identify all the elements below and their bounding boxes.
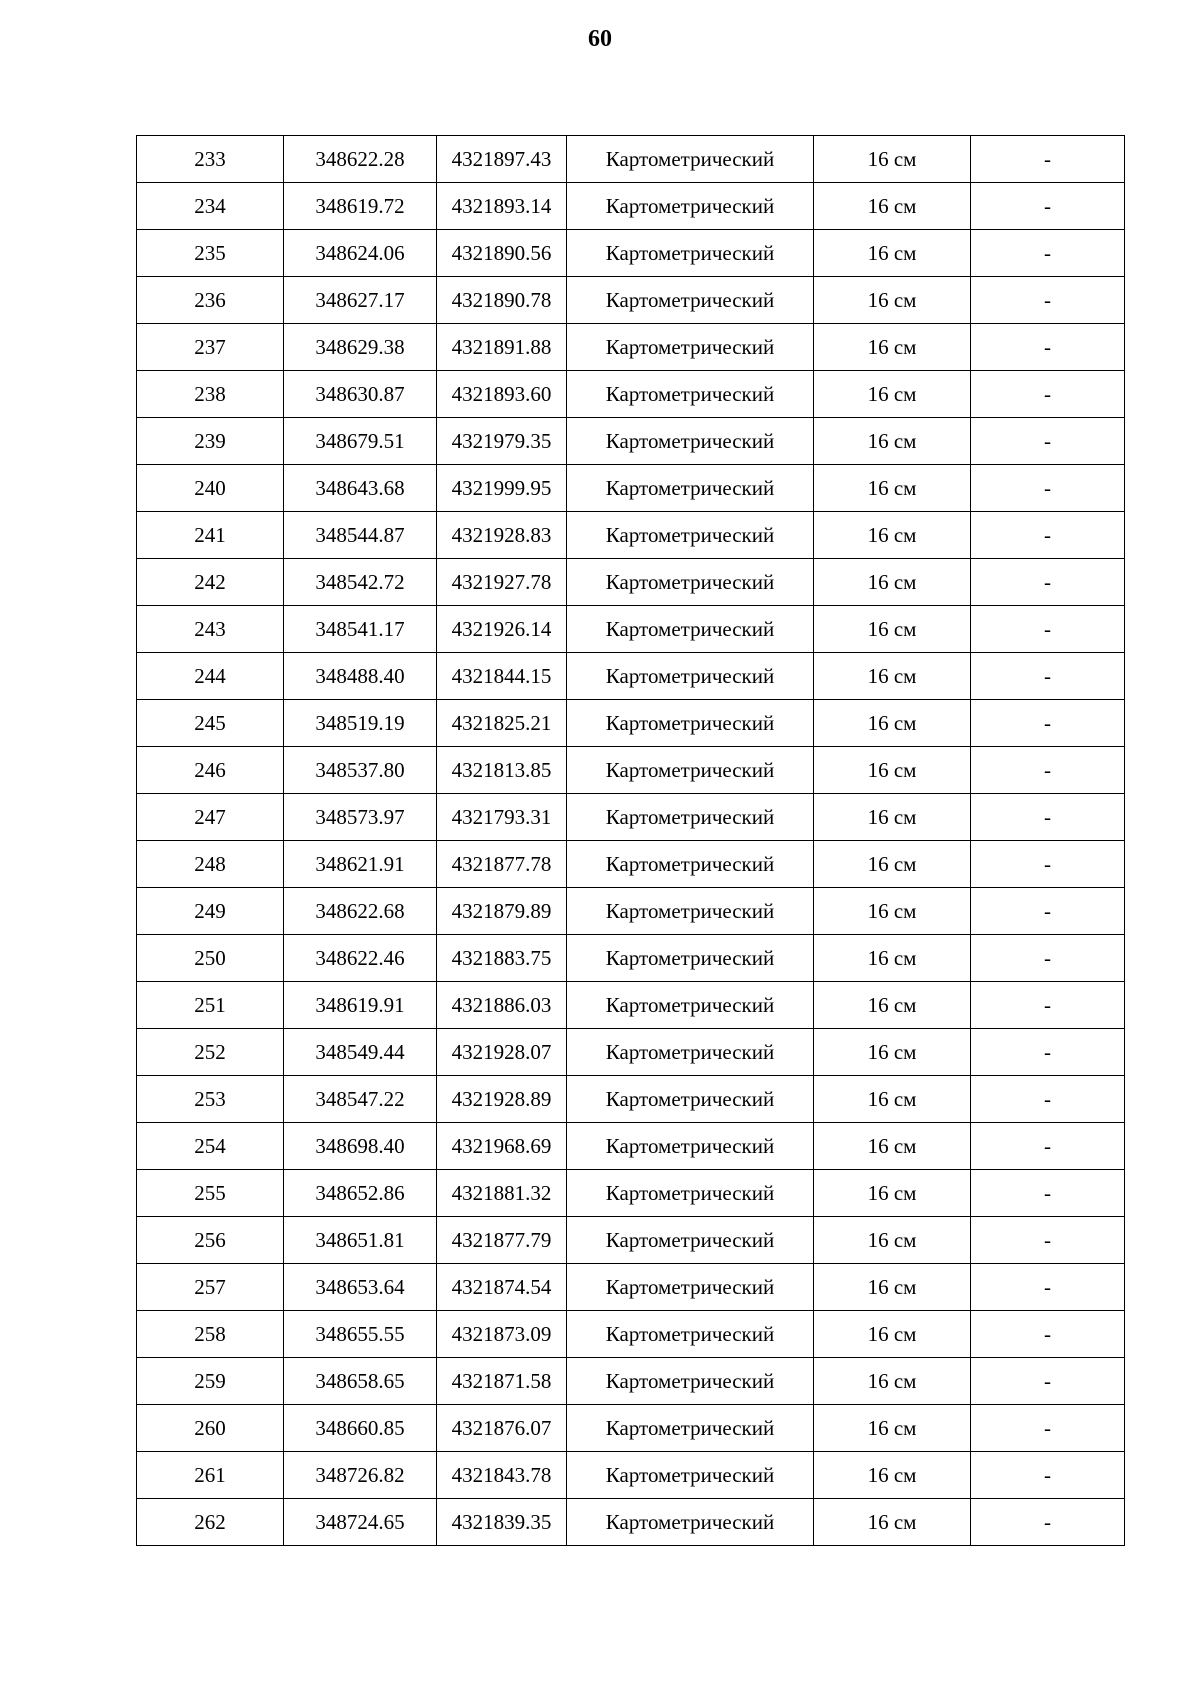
accuracy-cell: 16 см bbox=[814, 324, 971, 371]
point-number-cell: 241 bbox=[137, 512, 284, 559]
accuracy-cell: 16 см bbox=[814, 982, 971, 1029]
x-coordinate-cell: 348549.44 bbox=[284, 1029, 437, 1076]
point-number-cell: 233 bbox=[137, 136, 284, 183]
x-coordinate-cell: 348653.64 bbox=[284, 1264, 437, 1311]
method-cell: Картометрический bbox=[567, 653, 814, 700]
note-cell: - bbox=[971, 230, 1125, 277]
accuracy-cell: 16 см bbox=[814, 559, 971, 606]
y-coordinate-cell: 4321893.14 bbox=[437, 183, 567, 230]
note-cell: - bbox=[971, 606, 1125, 653]
note-cell: - bbox=[971, 982, 1125, 1029]
method-cell: Картометрический bbox=[567, 1499, 814, 1546]
table-row bbox=[137, 1217, 1125, 1264]
accuracy-cell: 16 см bbox=[814, 136, 971, 183]
y-coordinate-cell: 4321876.07 bbox=[437, 1405, 567, 1452]
point-number-cell: 235 bbox=[137, 230, 284, 277]
point-number-cell: 243 bbox=[137, 606, 284, 653]
accuracy-cell: 16 см bbox=[814, 277, 971, 324]
table-row bbox=[137, 465, 1125, 512]
point-number-cell: 254 bbox=[137, 1123, 284, 1170]
y-coordinate-cell: 4321877.78 bbox=[437, 841, 567, 888]
accuracy-cell: 16 см bbox=[814, 1452, 971, 1499]
y-coordinate-cell: 4321825.21 bbox=[437, 700, 567, 747]
accuracy-cell: 16 см bbox=[814, 935, 971, 982]
table-row bbox=[137, 1358, 1125, 1405]
accuracy-cell: 16 см bbox=[814, 747, 971, 794]
method-cell: Картометрический bbox=[567, 1264, 814, 1311]
accuracy-cell: 16 см bbox=[814, 512, 971, 559]
point-number-cell: 252 bbox=[137, 1029, 284, 1076]
accuracy-cell: 16 см bbox=[814, 230, 971, 277]
x-coordinate-cell: 348698.40 bbox=[284, 1123, 437, 1170]
method-cell: Картометрический bbox=[567, 418, 814, 465]
table-row bbox=[137, 1405, 1125, 1452]
note-cell: - bbox=[971, 371, 1125, 418]
x-coordinate-cell: 348542.72 bbox=[284, 559, 437, 606]
point-number-cell: 257 bbox=[137, 1264, 284, 1311]
point-number-cell: 238 bbox=[137, 371, 284, 418]
note-cell: - bbox=[971, 841, 1125, 888]
point-number-cell: 255 bbox=[137, 1170, 284, 1217]
y-coordinate-cell: 4321927.78 bbox=[437, 559, 567, 606]
note-cell: - bbox=[971, 1264, 1125, 1311]
point-number-cell: 247 bbox=[137, 794, 284, 841]
x-coordinate-cell: 348621.91 bbox=[284, 841, 437, 888]
y-coordinate-cell: 4321897.43 bbox=[437, 136, 567, 183]
x-coordinate-cell: 348655.55 bbox=[284, 1311, 437, 1358]
point-number-cell: 250 bbox=[137, 935, 284, 982]
method-cell: Картометрический bbox=[567, 606, 814, 653]
method-cell: Картометрический bbox=[567, 747, 814, 794]
x-coordinate-cell: 348619.91 bbox=[284, 982, 437, 1029]
y-coordinate-cell: 4321813.85 bbox=[437, 747, 567, 794]
x-coordinate-cell: 348488.40 bbox=[284, 653, 437, 700]
table-row bbox=[137, 1076, 1125, 1123]
note-cell: - bbox=[971, 935, 1125, 982]
method-cell: Картометрический bbox=[567, 1029, 814, 1076]
note-cell: - bbox=[971, 559, 1125, 606]
x-coordinate-cell: 348619.72 bbox=[284, 183, 437, 230]
y-coordinate-cell: 4321979.35 bbox=[437, 418, 567, 465]
accuracy-cell: 16 см bbox=[814, 1029, 971, 1076]
note-cell: - bbox=[971, 1029, 1125, 1076]
accuracy-cell: 16 см bbox=[814, 1499, 971, 1546]
x-coordinate-cell: 348726.82 bbox=[284, 1452, 437, 1499]
x-coordinate-cell: 348679.51 bbox=[284, 418, 437, 465]
accuracy-cell: 16 см bbox=[814, 1264, 971, 1311]
note-cell: - bbox=[971, 1405, 1125, 1452]
point-number-cell: 258 bbox=[137, 1311, 284, 1358]
table-row bbox=[137, 747, 1125, 794]
y-coordinate-cell: 4321999.95 bbox=[437, 465, 567, 512]
point-number-cell: 237 bbox=[137, 324, 284, 371]
x-coordinate-cell: 348643.68 bbox=[284, 465, 437, 512]
y-coordinate-cell: 4321926.14 bbox=[437, 606, 567, 653]
accuracy-cell: 16 см bbox=[814, 371, 971, 418]
accuracy-cell: 16 см bbox=[814, 888, 971, 935]
note-cell: - bbox=[971, 888, 1125, 935]
x-coordinate-cell: 348541.17 bbox=[284, 606, 437, 653]
accuracy-cell: 16 см bbox=[814, 794, 971, 841]
accuracy-cell: 16 см bbox=[814, 1170, 971, 1217]
y-coordinate-cell: 4321968.69 bbox=[437, 1123, 567, 1170]
note-cell: - bbox=[971, 1311, 1125, 1358]
accuracy-cell: 16 см bbox=[814, 1358, 971, 1405]
y-coordinate-cell: 4321890.56 bbox=[437, 230, 567, 277]
table-row bbox=[137, 1311, 1125, 1358]
x-coordinate-cell: 348624.06 bbox=[284, 230, 437, 277]
x-coordinate-cell: 348622.46 bbox=[284, 935, 437, 982]
method-cell: Картометрический bbox=[567, 841, 814, 888]
table-row bbox=[137, 653, 1125, 700]
accuracy-cell: 16 см bbox=[814, 465, 971, 512]
note-cell: - bbox=[971, 277, 1125, 324]
point-number-cell: 246 bbox=[137, 747, 284, 794]
x-coordinate-cell: 348627.17 bbox=[284, 277, 437, 324]
x-coordinate-cell: 348537.80 bbox=[284, 747, 437, 794]
note-cell: - bbox=[971, 747, 1125, 794]
table-row bbox=[137, 230, 1125, 277]
accuracy-cell: 16 см bbox=[814, 1076, 971, 1123]
accuracy-cell: 16 см bbox=[814, 700, 971, 747]
table-row bbox=[137, 1264, 1125, 1311]
x-coordinate-cell: 348724.65 bbox=[284, 1499, 437, 1546]
point-number-cell: 234 bbox=[137, 183, 284, 230]
note-cell: - bbox=[971, 1499, 1125, 1546]
note-cell: - bbox=[971, 1170, 1125, 1217]
point-number-cell: 249 bbox=[137, 888, 284, 935]
point-number-cell: 244 bbox=[137, 653, 284, 700]
point-number-cell: 256 bbox=[137, 1217, 284, 1264]
y-coordinate-cell: 4321886.03 bbox=[437, 982, 567, 1029]
note-cell: - bbox=[971, 1123, 1125, 1170]
accuracy-cell: 16 см bbox=[814, 1405, 971, 1452]
y-coordinate-cell: 4321873.09 bbox=[437, 1311, 567, 1358]
method-cell: Картометрический bbox=[567, 1076, 814, 1123]
table-row bbox=[137, 1029, 1125, 1076]
method-cell: Картометрический bbox=[567, 277, 814, 324]
table-row bbox=[137, 841, 1125, 888]
method-cell: Картометрический bbox=[567, 465, 814, 512]
accuracy-cell: 16 см bbox=[814, 841, 971, 888]
y-coordinate-cell: 4321881.32 bbox=[437, 1170, 567, 1217]
x-coordinate-cell: 348622.28 bbox=[284, 136, 437, 183]
table-row bbox=[137, 1499, 1125, 1546]
note-cell: - bbox=[971, 794, 1125, 841]
x-coordinate-cell: 348652.86 bbox=[284, 1170, 437, 1217]
method-cell: Картометрический bbox=[567, 888, 814, 935]
note-cell: - bbox=[971, 653, 1125, 700]
table-row bbox=[137, 136, 1125, 183]
note-cell: - bbox=[971, 1452, 1125, 1499]
point-number-cell: 262 bbox=[137, 1499, 284, 1546]
table-row bbox=[137, 794, 1125, 841]
table-row bbox=[137, 277, 1125, 324]
point-number-cell: 248 bbox=[137, 841, 284, 888]
method-cell: Картометрический bbox=[567, 183, 814, 230]
table-row bbox=[137, 888, 1125, 935]
x-coordinate-cell: 348630.87 bbox=[284, 371, 437, 418]
point-number-cell: 242 bbox=[137, 559, 284, 606]
method-cell: Картометрический bbox=[567, 1170, 814, 1217]
y-coordinate-cell: 4321928.83 bbox=[437, 512, 567, 559]
point-number-cell: 253 bbox=[137, 1076, 284, 1123]
method-cell: Картометрический bbox=[567, 935, 814, 982]
method-cell: Картометрический bbox=[567, 794, 814, 841]
method-cell: Картометрический bbox=[567, 559, 814, 606]
note-cell: - bbox=[971, 183, 1125, 230]
note-cell: - bbox=[971, 512, 1125, 559]
note-cell: - bbox=[971, 700, 1125, 747]
method-cell: Картометрический bbox=[567, 371, 814, 418]
method-cell: Картометрический bbox=[567, 1311, 814, 1358]
x-coordinate-cell: 348629.38 bbox=[284, 324, 437, 371]
y-coordinate-cell: 4321891.88 bbox=[437, 324, 567, 371]
y-coordinate-cell: 4321928.07 bbox=[437, 1029, 567, 1076]
note-cell: - bbox=[971, 1076, 1125, 1123]
x-coordinate-cell: 348544.87 bbox=[284, 512, 437, 559]
note-cell: - bbox=[971, 324, 1125, 371]
y-coordinate-cell: 4321871.58 bbox=[437, 1358, 567, 1405]
method-cell: Картометрический bbox=[567, 1217, 814, 1264]
table-row bbox=[137, 559, 1125, 606]
table-row bbox=[137, 418, 1125, 465]
coordinates-table bbox=[136, 135, 1125, 1546]
table-body bbox=[137, 136, 1125, 1546]
point-number-cell: 240 bbox=[137, 465, 284, 512]
table-row bbox=[137, 1170, 1125, 1217]
note-cell: - bbox=[971, 136, 1125, 183]
y-coordinate-cell: 4321877.79 bbox=[437, 1217, 567, 1264]
y-coordinate-cell: 4321843.78 bbox=[437, 1452, 567, 1499]
method-cell: Картометрический bbox=[567, 982, 814, 1029]
x-coordinate-cell: 348622.68 bbox=[284, 888, 437, 935]
method-cell: Картометрический bbox=[567, 1452, 814, 1499]
y-coordinate-cell: 4321890.78 bbox=[437, 277, 567, 324]
y-coordinate-cell: 4321844.15 bbox=[437, 653, 567, 700]
accuracy-cell: 16 см bbox=[814, 1311, 971, 1358]
method-cell: Картометрический bbox=[567, 230, 814, 277]
accuracy-cell: 16 см bbox=[814, 183, 971, 230]
method-cell: Картометрический bbox=[567, 1123, 814, 1170]
table-row bbox=[137, 606, 1125, 653]
x-coordinate-cell: 348573.97 bbox=[284, 794, 437, 841]
method-cell: Картометрический bbox=[567, 1405, 814, 1452]
table-row bbox=[137, 1123, 1125, 1170]
point-number-cell: 260 bbox=[137, 1405, 284, 1452]
note-cell: - bbox=[971, 1358, 1125, 1405]
table-row bbox=[137, 512, 1125, 559]
y-coordinate-cell: 4321874.54 bbox=[437, 1264, 567, 1311]
table-row bbox=[137, 324, 1125, 371]
point-number-cell: 239 bbox=[137, 418, 284, 465]
x-coordinate-cell: 348658.65 bbox=[284, 1358, 437, 1405]
method-cell: Картометрический bbox=[567, 512, 814, 559]
x-coordinate-cell: 348547.22 bbox=[284, 1076, 437, 1123]
table-row bbox=[137, 183, 1125, 230]
x-coordinate-cell: 348651.81 bbox=[284, 1217, 437, 1264]
accuracy-cell: 16 см bbox=[814, 653, 971, 700]
page-number: 60 bbox=[588, 26, 612, 52]
y-coordinate-cell: 4321793.31 bbox=[437, 794, 567, 841]
method-cell: Картометрический bbox=[567, 700, 814, 747]
method-cell: Картометрический bbox=[567, 1358, 814, 1405]
y-coordinate-cell: 4321839.35 bbox=[437, 1499, 567, 1546]
point-number-cell: 236 bbox=[137, 277, 284, 324]
point-number-cell: 245 bbox=[137, 700, 284, 747]
y-coordinate-cell: 4321928.89 bbox=[437, 1076, 567, 1123]
note-cell: - bbox=[971, 418, 1125, 465]
accuracy-cell: 16 см bbox=[814, 606, 971, 653]
method-cell: Картометрический bbox=[567, 324, 814, 371]
accuracy-cell: 16 см bbox=[814, 1123, 971, 1170]
accuracy-cell: 16 см bbox=[814, 1217, 971, 1264]
table-row bbox=[137, 935, 1125, 982]
point-number-cell: 259 bbox=[137, 1358, 284, 1405]
table-row bbox=[137, 371, 1125, 418]
y-coordinate-cell: 4321883.75 bbox=[437, 935, 567, 982]
table-row bbox=[137, 1452, 1125, 1499]
table-row bbox=[137, 982, 1125, 1029]
note-cell: - bbox=[971, 1217, 1125, 1264]
x-coordinate-cell: 348519.19 bbox=[284, 700, 437, 747]
x-coordinate-cell: 348660.85 bbox=[284, 1405, 437, 1452]
point-number-cell: 261 bbox=[137, 1452, 284, 1499]
note-cell: - bbox=[971, 465, 1125, 512]
table-row bbox=[137, 700, 1125, 747]
y-coordinate-cell: 4321879.89 bbox=[437, 888, 567, 935]
point-number-cell: 251 bbox=[137, 982, 284, 1029]
method-cell: Картометрический bbox=[567, 136, 814, 183]
accuracy-cell: 16 см bbox=[814, 418, 971, 465]
y-coordinate-cell: 4321893.60 bbox=[437, 371, 567, 418]
